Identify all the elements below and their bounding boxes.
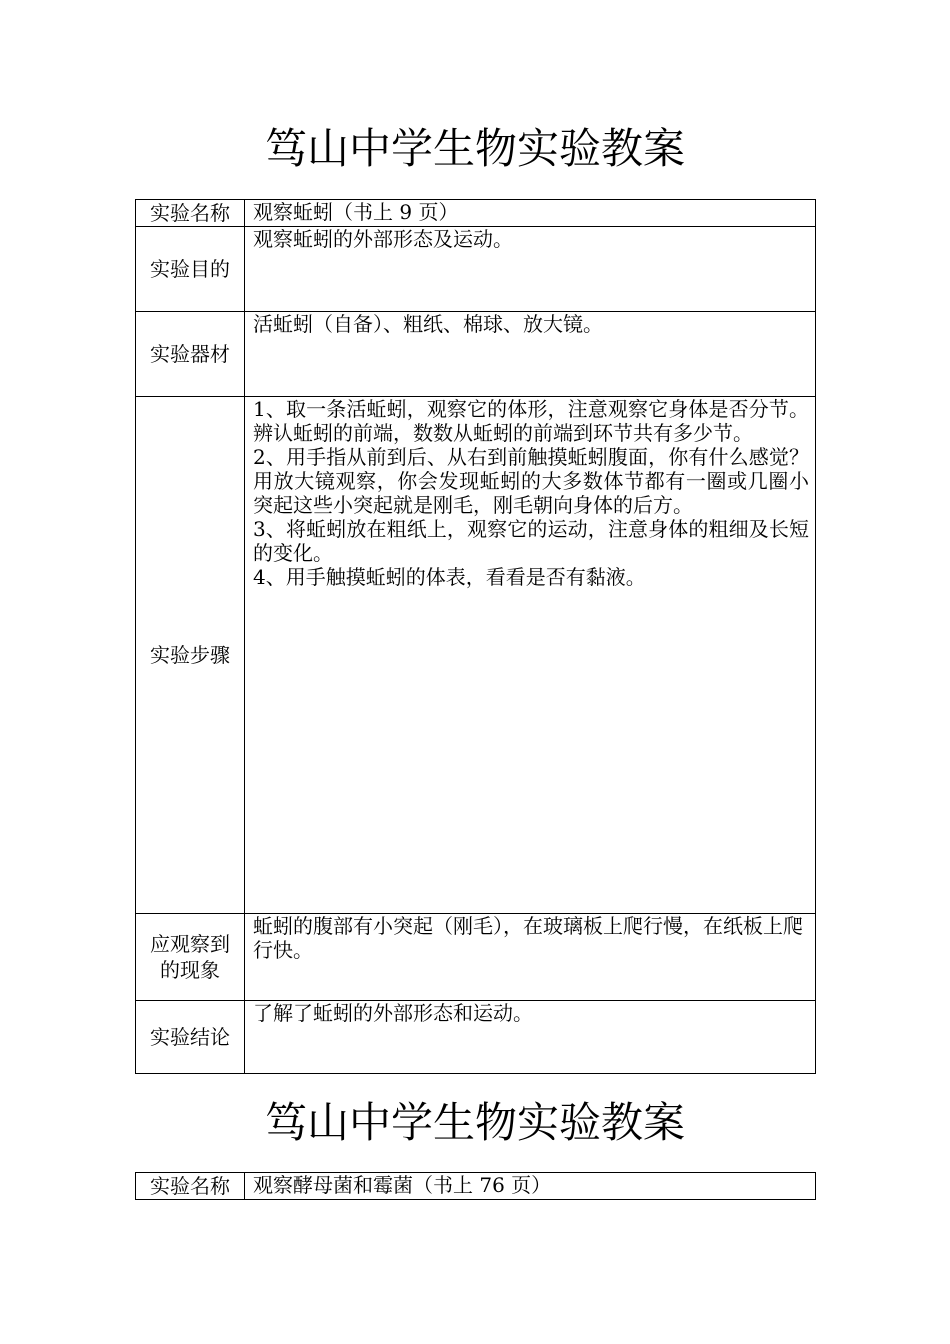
row-experiment-purpose <box>136 227 816 312</box>
value-expected-phenomenon: 蚯蚓的腹部有小突起（刚毛），在玻璃板上爬行慢，在纸板上爬行快。 <box>245 914 816 1001</box>
step-item: 1、取一条活蚯蚓，观察它的体形，注意观察它身体是否分节。辨认蚯蚓的前端，数数从蚯蚓的前端到环节共有多少节。 <box>253 397 809 445</box>
label-experiment-name: 实验名称 <box>136 200 245 227</box>
label-experiment-conclusion: 实验结论 <box>136 1001 245 1074</box>
page-title: 笃山中学生物实验教案 <box>264 1098 685 1147</box>
step-item: 3、将蚯蚓放在粗纸上，观察它的运动，注意身体的粗细及长短的变化。 <box>253 517 809 565</box>
label-experiment-steps: 实验步骤 <box>136 397 245 914</box>
lesson-plan-table <box>135 1172 816 1200</box>
row-experiment-steps <box>136 397 816 914</box>
value-experiment-name: 观察蚯蚓（书上 9 页） <box>245 200 816 227</box>
step-item: 2、用手指从前到后、从右到前触摸蚯蚓腹面，你有什么感觉？用放大镜观察，你会发现蚯蚓的大多数体节都有一圈或几圈小突起这些小突起就是刚毛，刚毛朝向身体的后方。 <box>253 445 809 517</box>
row-experiment-name <box>136 1173 816 1200</box>
page-title: 笃山中学生物实验教案 <box>264 124 685 173</box>
row-experiment-conclusion <box>136 1001 816 1074</box>
label-experiment-name: 实验名称 <box>136 1173 245 1200</box>
row-experiment-materials <box>136 312 816 397</box>
lesson-plan-table <box>135 199 816 1074</box>
row-experiment-name <box>136 200 816 227</box>
step-item: 4、用手触摸蚯蚓的体表，看看是否有黏液。 <box>253 565 646 589</box>
label-experiment-purpose: 实验目的 <box>136 227 245 312</box>
label-line: 的现象 <box>160 958 220 982</box>
label-experiment-materials: 实验器材 <box>136 312 245 397</box>
label-expected-phenomenon <box>136 914 245 1001</box>
label-line: 应观察到 <box>150 932 230 956</box>
value-experiment-name: 观察酵母菌和霉菌（书上 76 页） <box>245 1173 816 1200</box>
value-experiment-purpose: 观察蚯蚓的外部形态及运动。 <box>245 227 816 312</box>
value-experiment-conclusion: 了解了蚯蚓的外部形态和运动。 <box>245 1001 816 1074</box>
steps-list <box>245 397 816 914</box>
row-expected-phenomenon <box>136 914 816 1001</box>
value-experiment-materials: 活蚯蚓（自备）、粗纸、棉球、放大镜。 <box>245 312 816 397</box>
